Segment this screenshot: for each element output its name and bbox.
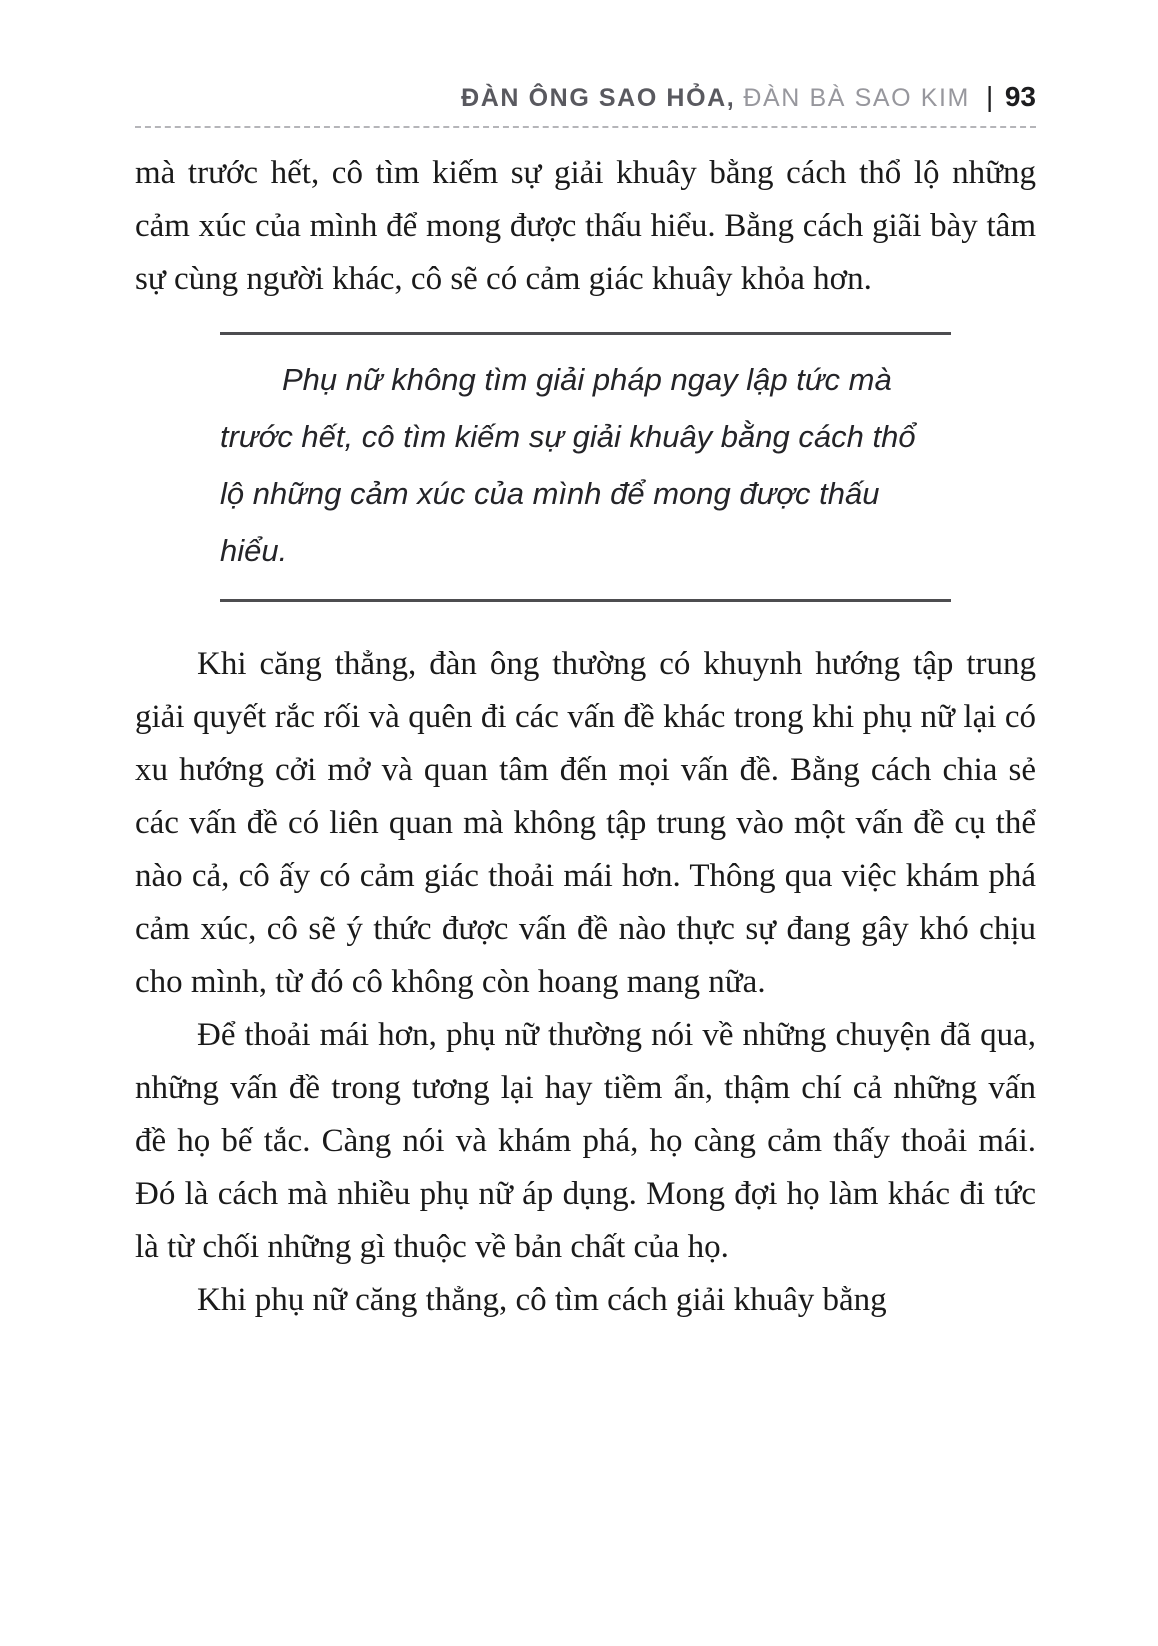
header-separator-bar: | [985,81,995,112]
pull-quote-text: Phụ nữ không tìm giải pháp ngay lập tức mà trước hết, cô tìm kiếm sự giải khuây bằng cách thổ lộ những cảm xúc của mình để mong được thấu hiểu. [220,362,916,568]
page-body [135,147,1036,1327]
paragraph-women-talk: Để thoải mái hơn, phụ nữ thường nói về những chuyện đã qua, những vấn đề trong tương lại hay tiềm ẩn, thậm chí cả những vấn đề họ bế tắc. Càng nói và khám phá, họ càng cảm thấy thoải mái. Đó là cách mà nhiều phụ nữ áp dụng. Mong đợi họ làm khác đi tức là từ chối những gì thuộc về bản chất của họ. [135,1017,1036,1265]
header-title-light: ĐÀN BÀ SAO KIM [743,84,970,112]
running-header [135,82,1036,113]
paragraph-continuation: mà trước hết, cô tìm kiếm sự giải khuây bằng cách thổ lộ những cảm xúc của mình để mong được thấu hiểu. Bằng cách giãi bày tâm sự cùng người khác, cô sẽ có cảm giác khuây khỏa hơn. [135,155,1036,297]
paragraph-men-stress: Khi căng thẳng, đàn ông thường có khuynh hướng tập trung giải quyết rắc rối và quên đi các vấn đề khác trong khi phụ nữ lại có xu hướng cởi mở và quan tâm đến mọi vấn đề. Bằng cách chia sẻ các vấn đề có liên quan mà không tập trung vào một vấn đề cụ thể nào cả, cô ấy có cảm giác thoải mái hơn. Thông qua việc khám phá cảm xúc, cô sẽ ý thức được vấn đề nào thực sự đang gây khó chịu cho mình, từ đó cô không còn hoang mang nữa. [135,646,1036,1000]
header-title-bold: ĐÀN ÔNG SAO HỎA, [461,84,736,112]
paragraph-women-stress: Khi phụ nữ căng thẳng, cô tìm cách giải khuây bằng [197,1282,887,1318]
page-number: 93 [1004,81,1036,112]
pull-quote-block [220,332,951,602]
header-divider-dashed-rule [135,126,1036,128]
